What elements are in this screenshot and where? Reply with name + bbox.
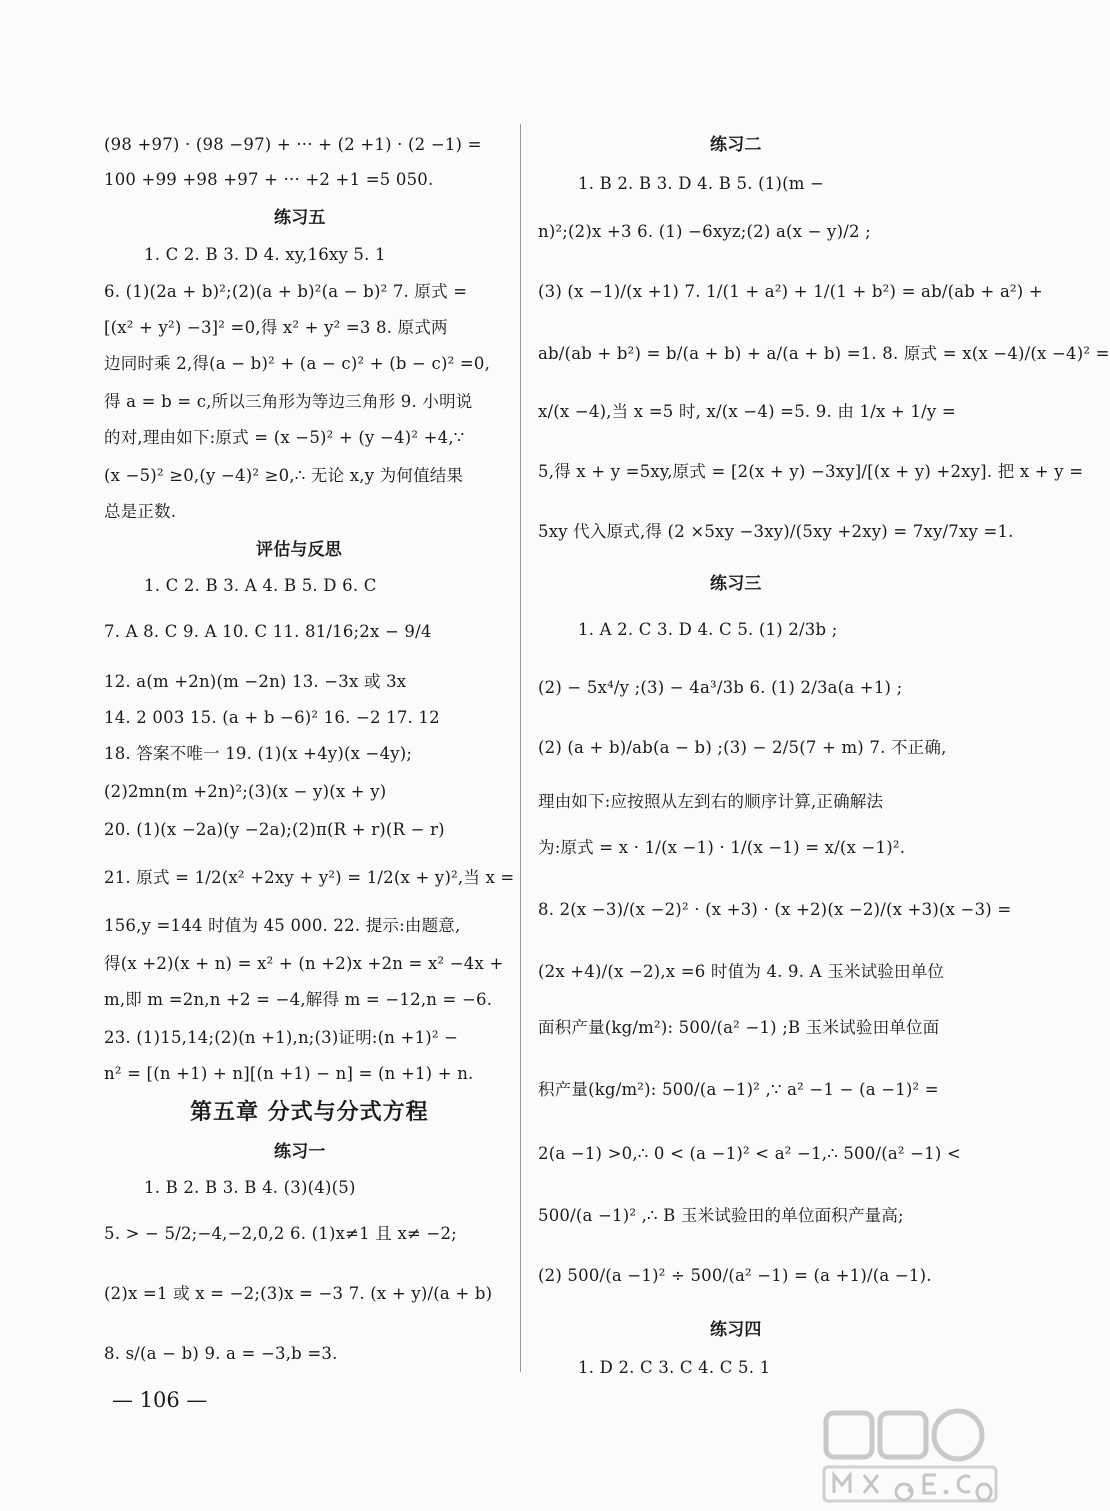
- watermark-logo: [820, 1405, 1000, 1507]
- text-line: 5,得 x + y =5xy,原式 = [2(x + y) −3xy]/[(x + y) +2xy]. 把 x + y =: [538, 462, 1084, 481]
- text-line: 1. C 2. B 3. D 4. xy,16xy 5. 1: [144, 245, 386, 264]
- text-line: ab/(ab + b²) = b/(a + b) + a/(a + b) =1. 8. 原式 = x(x −4)/(x −4)² =: [538, 344, 1110, 363]
- text-line: n)²;(2)x +3 6. (1) −6xyz;(2) a(x − y)/2 ;: [538, 222, 871, 241]
- text-line: 1. C 2. B 3. A 4. B 5. D 6. C: [144, 576, 377, 595]
- section-heading: 练习三: [710, 574, 762, 594]
- text-line: (3) (x −1)/(x +1) 7. 1/(1 + a²) + 1/(1 + b²) = ab/(ab + a²) +: [538, 282, 1043, 301]
- text-line: (2) 500/(a −1)² ÷ 500/(a² −1) = (a +1)/(a −1).: [538, 1266, 932, 1285]
- column-divider: [520, 124, 521, 1372]
- text-line: x/(x −4),当 x =5 时, x/(x −4) =5. 9. 由 1/x + 1/y =: [538, 402, 956, 421]
- text-line: 8. 2(x −3)/(x −2)² · (x +3) · (x +2)(x −2)/(x +3)(x −3) =: [538, 900, 1012, 919]
- text-line: 14. 2 003 15. (a + b −6)² 16. −2 17. 12: [104, 708, 440, 727]
- text-line: 为:原式 = x · 1/(x −1) · 1/(x −1) = x/(x −1)².: [538, 838, 906, 857]
- text-line: 7. A 8. C 9. A 10. C 11. 81/16;2x − 9/4: [104, 622, 432, 641]
- text-line: 面积产量(kg/m²): 500/(a² −1) ;B 玉米试验田单位面: [538, 1018, 940, 1037]
- text-line: 21. 原式 = 1/2(x² +2xy + y²) = 1/2(x + y)²,当 x =: [104, 868, 515, 887]
- text-line: 6. (1)(2a + b)²;(2)(a + b)²(a − b)² 7. 原式 =: [104, 282, 468, 301]
- text-line: 5xy 代入原式,得 (2 ×5xy −3xy)/(5xy +2xy) = 7xy/7xy =1.: [538, 522, 1014, 541]
- text-line: 156,y =144 时值为 45 000. 22. 提示:由题意,: [104, 916, 461, 935]
- text-line: 8. s/(a − b) 9. a = −3,b =3.: [104, 1344, 338, 1363]
- text-line: 500/(a −1)² ,∴ B 玉米试验田的单位面积产量高;: [538, 1206, 904, 1225]
- text-line: (2) (a + b)/ab(a − b) ;(3) − 2/5(7 + m) 7. 不正确,: [538, 738, 947, 757]
- text-line: m,即 m =2n,n +2 = −4,解得 m = −12,n = −6.: [104, 990, 493, 1009]
- text-line: 12. a(m +2n)(m −2n) 13. −3x 或 3x: [104, 672, 407, 691]
- text-line: (98 +97) · (98 −97) + ··· + (2 +1) · (2 −1) =: [104, 135, 482, 154]
- section-heading: 评估与反思: [256, 540, 342, 560]
- text-line: (2)x =1 或 x = −2;(3)x = −3 7. (x + y)/(a + b): [104, 1284, 493, 1303]
- text-line: 得(x +2)(x + n) = x² + (n +2)x +2n = x² −4x +: [104, 954, 504, 973]
- text-line: (2)2mn(m +2n)²;(3)(x − y)(x + y): [104, 782, 387, 801]
- section-heading: 练习五: [274, 208, 326, 228]
- text-line: n² = [(n +1) + n][(n +1) − n] = (n +1) + n.: [104, 1064, 474, 1083]
- text-line: 边同时乘 2,得(a − b)² + (a − c)² + (b − c)² =0,: [104, 354, 491, 373]
- section-heading: 练习一: [274, 1142, 326, 1162]
- text-line: 总是正数.: [104, 502, 177, 521]
- text-line: 1. B 2. B 3. D 4. B 5. (1)(m −: [578, 174, 825, 193]
- text-line: 1. B 2. B 3. B 4. (3)(4)(5): [144, 1178, 356, 1197]
- page-number: — 106 —: [112, 1388, 208, 1412]
- text-line: 1. A 2. C 3. D 4. C 5. (1) 2/3b ;: [578, 620, 838, 639]
- text-line: 5. > − 5/2;−4,−2,0,2 6. (1)x≠1 且 x≠ −2;: [104, 1224, 457, 1243]
- text-line: 的对,理由如下:原式 = (x −5)² + (y −4)² +4,∵: [104, 428, 465, 447]
- text-line: 23. (1)15,14;(2)(n +1),n;(3)证明:(n +1)² −: [104, 1028, 459, 1047]
- text-line: (2) − 5x⁴/y ;(3) − 4a³/3b 6. (1) 2/3a(a +1) ;: [538, 678, 903, 697]
- text-line: 积产量(kg/m²): 500/(a −1)² ,∵ a² −1 − (a −1)² =: [538, 1080, 939, 1099]
- section-heading: 练习二: [710, 135, 762, 155]
- text-line: (2x +4)/(x −2),x =6 时值为 4. 9. A 玉米试验田单位: [538, 962, 945, 981]
- chapter-title: 第五章 分式与分式方程: [190, 1099, 429, 1125]
- text-line: 100 +99 +98 +97 + ··· +2 +1 =5 050.: [104, 170, 434, 189]
- text-line: 1. D 2. C 3. C 4. C 5. 1: [578, 1358, 771, 1377]
- text-line: 18. 答案不唯一 19. (1)(x +4y)(x −4y);: [104, 744, 413, 763]
- text-line: 理由如下:应按照从左到右的顺序计算,正确解法: [538, 792, 884, 811]
- text-line: 2(a −1) >0,∴ 0 < (a −1)² < a² −1,∴ 500/(a² −1) <: [538, 1144, 961, 1163]
- section-heading: 练习四: [710, 1320, 762, 1340]
- text-line: 得 a = b = c,所以三角形为等边三角形 9. 小明说: [104, 392, 473, 411]
- text-line: (x −5)² ≥0,(y −4)² ≥0,∴ 无论 x,y 为何值结果: [104, 466, 464, 485]
- text-line: 20. (1)(x −2a)(y −2a);(2)π(R + r)(R − r): [104, 820, 445, 839]
- watermark-icon: [820, 1405, 1000, 1507]
- text-line: [(x² + y²) −3]² =0,得 x² + y² =3 8. 原式两: [104, 318, 448, 337]
